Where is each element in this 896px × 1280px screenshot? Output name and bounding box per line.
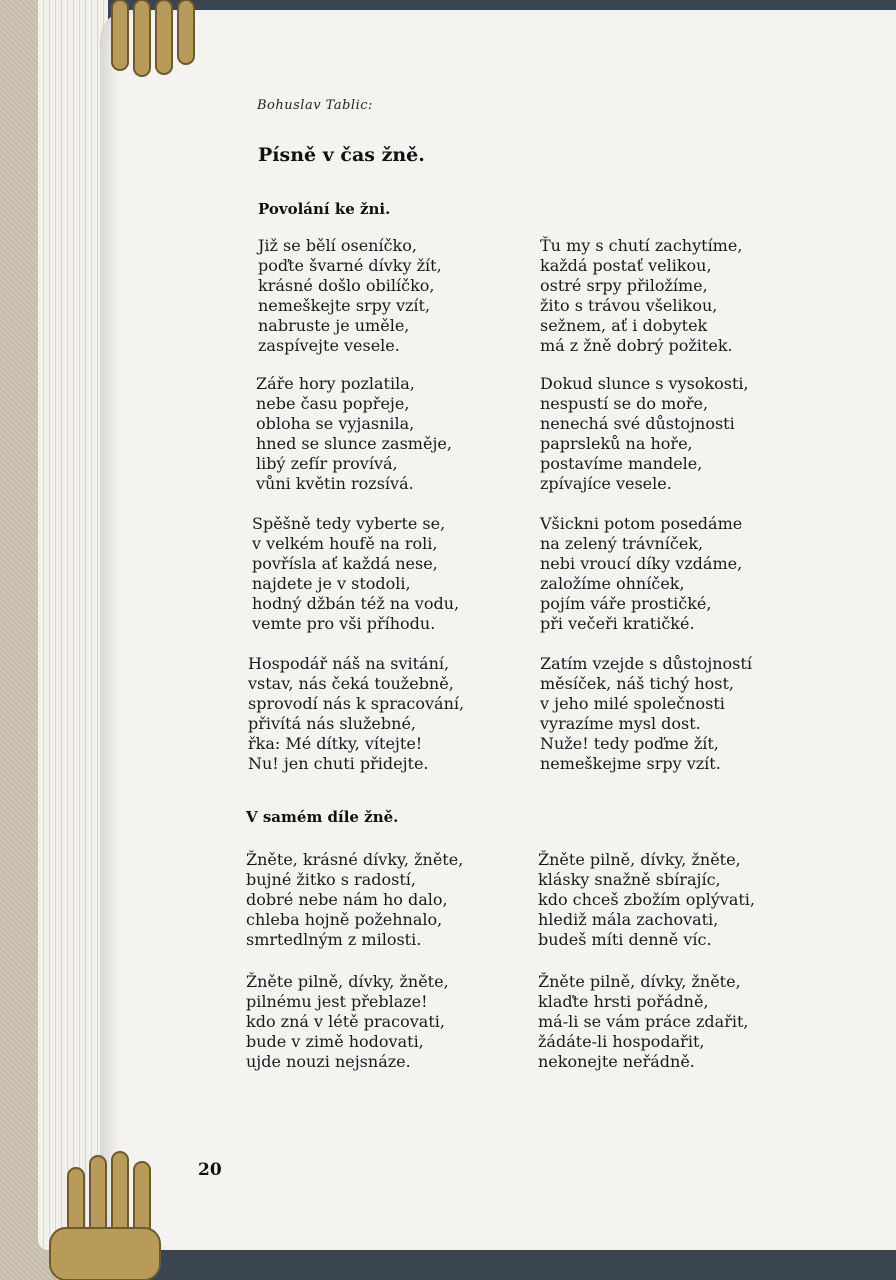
verse-line: povřísla ať každá nese,	[252, 554, 438, 573]
verse-line: hlediž mála zachovati,	[538, 910, 719, 929]
verse-line: chleba hojně požehnalo,	[246, 910, 443, 929]
verse-line: nespustí se do moře,	[540, 394, 709, 413]
verse-line: kdo zná v létě pracovati,	[246, 1012, 445, 1031]
bottom-page-clip	[40, 1148, 170, 1280]
verse-line: Hospodář náš na svitání,	[248, 654, 450, 673]
verse-line: vyrazíme mysl dost.	[540, 714, 701, 733]
stanza	[256, 374, 452, 494]
stanza	[248, 654, 464, 774]
verse-line: libý zefír provívá,	[256, 454, 398, 473]
verse-line: nekonejte neřádně.	[538, 1052, 695, 1071]
verse-line: v jeho milé společnosti	[540, 694, 725, 713]
verse-line: Žněte pilně, dívky, žněte,	[538, 972, 741, 991]
stanza	[246, 972, 449, 1072]
page-number: 20	[198, 1160, 222, 1180]
verse-line: nenechá své důstojnosti	[540, 414, 735, 433]
verse-line: má z žně dobrý požitek.	[540, 336, 733, 355]
stanza	[540, 374, 749, 494]
stanza	[246, 850, 463, 950]
section-heading: V samém díle žně.	[246, 808, 399, 826]
verse-line: Žněte, krásné dívky, žněte,	[246, 850, 464, 869]
verse-line: obloha se vyjasnila,	[256, 414, 415, 433]
verse-line: Již se bělí oseníčko,	[258, 236, 417, 255]
stanza	[258, 236, 442, 356]
verse-line: hodný džbán též na vodu,	[252, 594, 460, 613]
verse-line: Spěšně tedy vyberte se,	[252, 514, 446, 533]
verse-line: poďte švarné dívky žít,	[258, 256, 442, 275]
verse-line: bujné žitko s radostí,	[246, 870, 416, 889]
stanza	[540, 654, 752, 774]
verse-line: má-li se vám práce zdařit,	[538, 1012, 749, 1031]
verse-line: bude v zimě hodovati,	[246, 1032, 424, 1051]
verse-line: nabruste je uměle,	[258, 316, 410, 335]
verse-line: žádáte-li hospodařit,	[538, 1032, 705, 1051]
verse-line: sežnem, ať i dobytek	[540, 316, 708, 335]
verse-line: Dokud slunce s vysokosti,	[540, 374, 749, 393]
verse-line: měsíček, náš tichý host,	[540, 674, 735, 693]
stanza	[540, 236, 742, 356]
verse-line: ujde nouzi nejsnáze.	[246, 1052, 411, 1071]
verse-line: Zatím vzejde s důstojností	[540, 654, 752, 673]
verse-line: založíme ohníček,	[540, 574, 685, 593]
verse-line: vstav, nás čeká toužebně,	[248, 674, 454, 693]
verse-line: postavíme mandele,	[540, 454, 703, 473]
verse-line: řka: Mé dítky, vítejte!	[248, 734, 423, 753]
stanza	[252, 514, 459, 634]
verse-line: Nu! jen chuti přidejte.	[248, 754, 429, 773]
verse-line: Nuže! tedy poďme žít,	[540, 734, 719, 753]
verse-line: Žněte pilně, dívky, žněte,	[246, 972, 449, 991]
verse-line: vůni květin rozsívá.	[256, 474, 414, 493]
verse-line: ostré srpy přiložíme,	[540, 276, 708, 295]
verse-line: dobré nebe nám ho dalo,	[246, 890, 448, 909]
verse-line: hned se slunce zasměje,	[256, 434, 452, 453]
verse-line: nemeškejte srpy vzít,	[258, 296, 431, 315]
verse-line: smrtedlným z milosti.	[246, 930, 422, 949]
verse-line: nemeškejme srpy vzít.	[540, 754, 721, 773]
stanza	[538, 850, 755, 950]
author-name: Bohuslav Tablic:	[257, 98, 373, 113]
verse-line: každá postať velikou,	[540, 256, 712, 275]
book-page	[100, 10, 896, 1250]
verse-line: pilnému jest přeblaze!	[246, 992, 428, 1011]
verse-line: budeš míti denně víc.	[538, 930, 712, 949]
page-edges	[38, 0, 108, 1250]
verse-line: zaspívejte vesele.	[258, 336, 400, 355]
verse-line: nebi vroucí díky vzdáme,	[540, 554, 743, 573]
verse-line: Ťu my s chutí zachytíme,	[540, 236, 743, 255]
section-heading: Povolání ke žni.	[258, 200, 391, 218]
verse-line: najdete je v stodoli,	[252, 574, 411, 593]
top-page-clip	[100, 0, 210, 80]
verse-line: klásky snažně sbírajíc,	[538, 870, 721, 889]
verse-line: paprsleků na hoře,	[540, 434, 693, 453]
verse-line: Záře hory pozlatila,	[256, 374, 415, 393]
verse-line: pojím váře prostičké,	[540, 594, 712, 613]
verse-line: při večeři kratičké.	[540, 614, 695, 633]
verse-line: vemte pro vši příhodu.	[252, 614, 436, 633]
verse-line: zpívajíce vesele.	[540, 474, 672, 493]
verse-line: kdo chceš zbožím oplývati,	[538, 890, 755, 909]
verse-line: Žněte pilně, dívky, žněte,	[538, 850, 741, 869]
verse-line: v velkém houfě na roli,	[252, 534, 438, 553]
verse-line: na zelený trávníček,	[540, 534, 704, 553]
verse-line: Všickni potom posedáme	[540, 514, 743, 533]
verse-line: nebe času popřeje,	[256, 394, 410, 413]
stanza	[538, 972, 748, 1072]
verse-line: sprovodí nás k spracování,	[248, 694, 465, 713]
poem-title: Písně v čas žně.	[258, 144, 425, 166]
verse-line: žito s trávou všelikou,	[540, 296, 718, 315]
verse-line: krásné došlo obilíčko,	[258, 276, 435, 295]
verse-line: přivítá nás služebné,	[248, 714, 416, 733]
stanza	[540, 514, 742, 634]
verse-line: klaďte hrsti pořádně,	[538, 992, 709, 1011]
